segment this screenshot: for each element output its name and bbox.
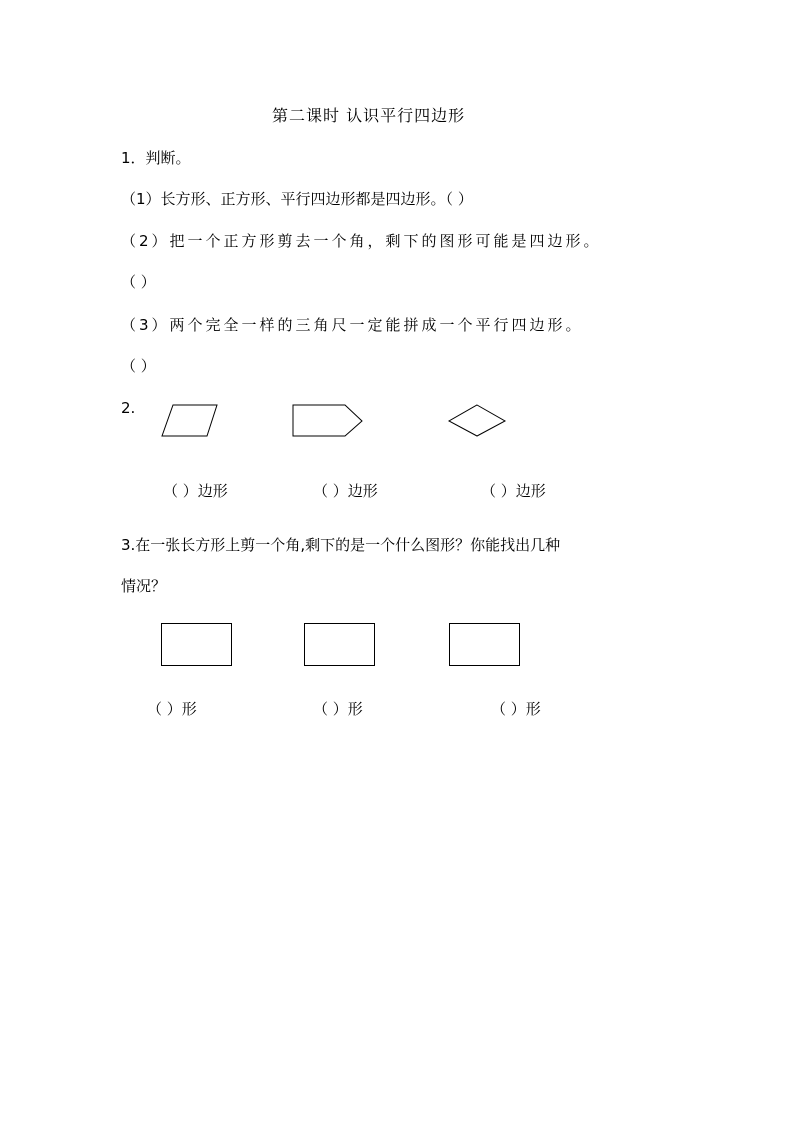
rectangle-shape-1 bbox=[160, 622, 234, 668]
question-1-item-2: （2）把一个正方形剪去一个角，剩下的图形可能是四边形。 bbox=[121, 232, 602, 250]
question-2-answer-1: （ ）边形 bbox=[163, 482, 228, 500]
rhombus-shape bbox=[446, 402, 510, 440]
question-1-item-1: （1）长方形、正方形、平行四边形都是四边形。（ ） bbox=[121, 190, 473, 208]
pentagon-arrow-shape bbox=[290, 402, 368, 440]
rectangle-shape-2 bbox=[303, 622, 377, 668]
question-2-answer-2: （ ）边形 bbox=[313, 482, 378, 500]
question-3-line-2: 情况？ bbox=[121, 577, 167, 595]
rectangle-shape-3 bbox=[448, 622, 522, 668]
question-3-answer-3: （ ）形 bbox=[491, 700, 541, 718]
question-2-answer-3: （ ）边形 bbox=[481, 482, 546, 500]
question-1-heading: 1．判断。 bbox=[121, 149, 191, 167]
question-3-answer-2: （ ）形 bbox=[313, 700, 363, 718]
question-1-item-3-answer: （ ） bbox=[121, 357, 156, 375]
question-1-item-3: （3）两个完全一样的三角尺一定能拼成一个平行四边形。 bbox=[121, 316, 584, 334]
question-3-answer-1: （ ）形 bbox=[147, 700, 197, 718]
parallelogram-shape bbox=[158, 402, 222, 440]
page-title: 第二课时 认识平行四边形 bbox=[272, 106, 466, 125]
question-2-number: 2. bbox=[121, 399, 136, 417]
question-1-item-2-answer: （ ） bbox=[121, 273, 156, 291]
question-3-line-1: 3.在一张长方形上剪一个角,剩下的是一个什么图形？你能找出几种 bbox=[121, 536, 561, 554]
